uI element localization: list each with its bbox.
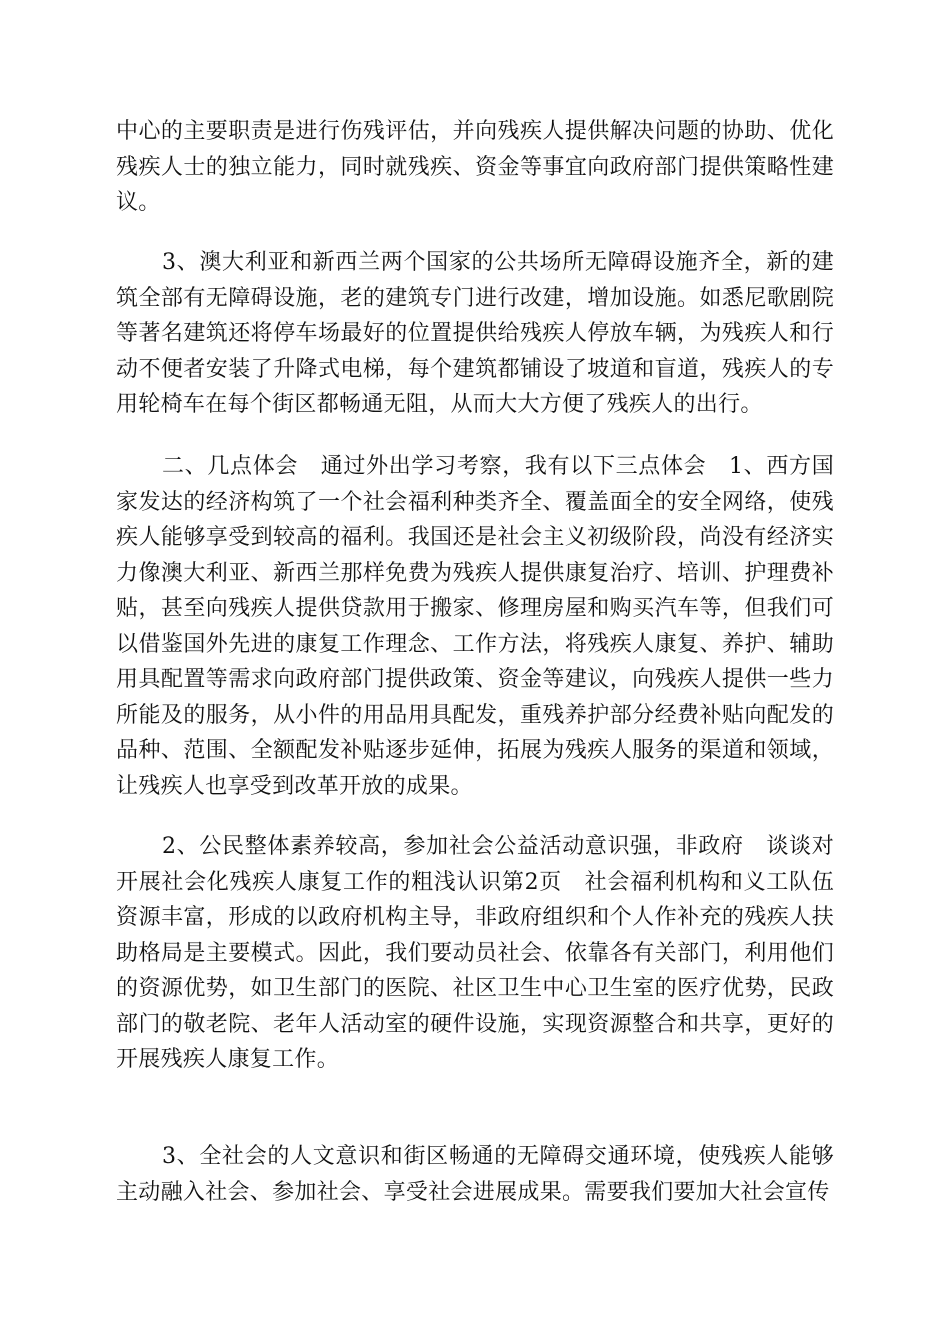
paragraph-humanistic-awareness: 3、全社会的人文意识和街区畅通的无障碍交通环境，使残疾人能够主动融入社会、参加社会、享受社会进展成果。需要我们要加大社会宣传	[116, 1144, 834, 1205]
paragraph-citizen-quality: 2、公民整体素养较高，参加社会公益活动意识强，非政府 谈谈对开展社会化残疾人康复工作的粗浅认识第2页 社会福利机构和义工队伍资源丰富，形成的以政府机构主导，非政府组织和个人作补充的残疾人扶助格局是主要模式。因此，我们要动员社会、依靠各有关部门，利用他们的资源优势，如卫生部门的医院、社区卫生中心卫生室的医疗优势，民政部门的敬老院、老年人活动室的硬件设施，实现资源整合和共享，更好的开展残疾人康复工作。	[116, 834, 834, 1072]
paragraph-insights: 二、几点体会 通过外出学习考察，我有以下三点体会 1、西方国家发达的经济构筑了一个社会福利种类齐全、覆盖面全的安全网络，使残疾人能够享受到较高的福利。我国还是社会主义初级阶段，尚没有经济实力像澳大利亚、新西兰那样免费为残疾人提供康复治疗、培训、护理费补贴，甚至向残疾人提供贷款用于搬家、修理房屋和购买汽车等，但我们可以借鉴国外先进的康复工作理念、工作方法，将残疾人康复、养护、辅助用具配置等需求向政府部门提供政策、资金等建议，向残疾人提供一些力所能及的服务，从小件的用品用具配发，重残养护部分经费补贴向配发的品种、范围、全额配发补贴逐步延伸，拓展为残疾人服务的渠道和领域，让残疾人也享受到改革开放的成果。	[116, 454, 834, 799]
paragraph-accessibility: 3、澳大利亚和新西兰两个国家的公共场所无障碍设施齐全，新的建筑全部有无障碍设施，老的建筑专门进行改建，增加设施。如悉尼歌剧院等著名建筑还将停车场最好的位置提供给残疾人停放车辆，为残疾人和行动不便者安装了升降式电梯，每个建筑都铺设了坡道和盲道，残疾人的专用轮椅车在每个街区都畅通无阻，从而大大方便了残疾人的出行。	[116, 250, 834, 417]
paragraph-continued: 中心的主要职责是进行伤残评估，并向残疾人提供解决问题的协助、优化残疾人士的独立能力，同时就残疾、资金等事宜向政府部门提供策略性建议。	[116, 119, 834, 215]
